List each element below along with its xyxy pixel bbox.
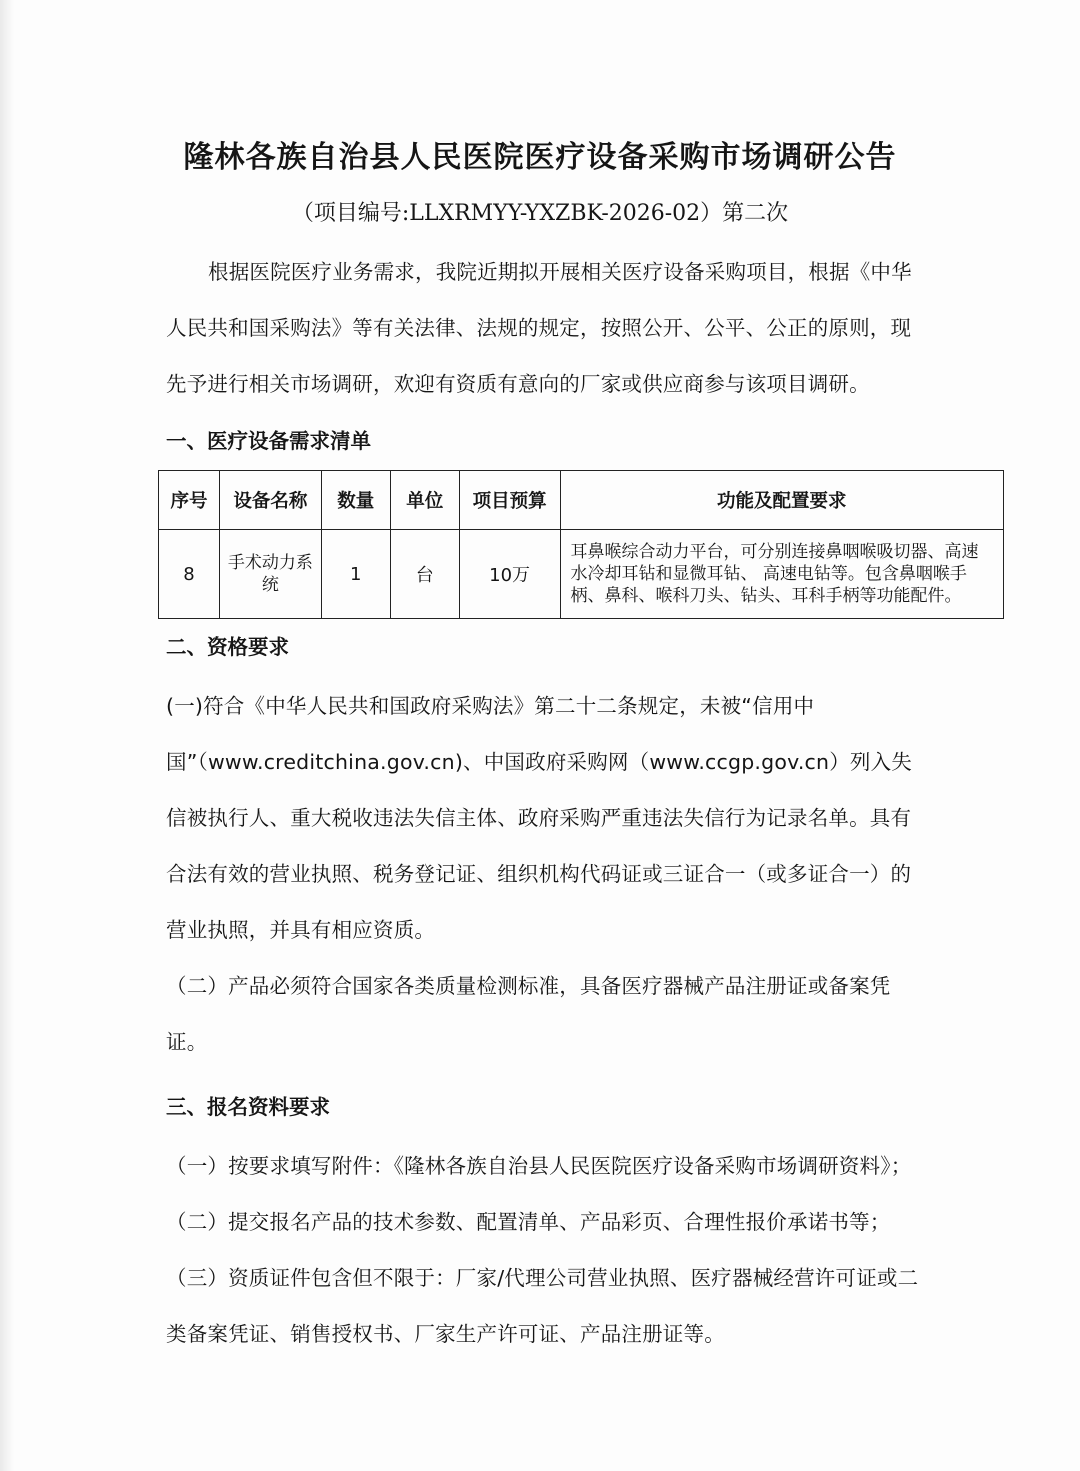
section1-heading: 一、医疗设备需求清单 <box>166 429 371 453</box>
section2-item1: (一)符合《中华人民共和国政府采购法》第二十二条规定，未被“信用中国”（www.creditchina.gov.cn)、中国政府采购网（www.ccgp.gov.cn）列入失信被执行人、重大税收违法失信主体、政府采购严重违法失信行为记录名单。具有合法有效的营业执照、税务登记证、组织机构代码证或三证合一（或多证合一）的营业执照，并具有相应资质。 <box>166 694 913 942</box>
cell-requirements: 耳鼻喉综合动力平台，可分别连接鼻咽喉吸切器、高速水冷却耳钻和显微耳钻、 高速电钻等。包含鼻咽喉手柄、鼻科、喉科刀头、钻头、耳科手柄等功能配件。 <box>560 530 1003 619</box>
section2-heading: 二、资格要求 <box>166 635 289 659</box>
section3-heading: 三、报名资料要求 <box>166 1095 330 1119</box>
section2-body <box>166 678 926 1070</box>
cell-qty: 1 <box>321 530 390 619</box>
header-cell: 单位 <box>390 471 459 530</box>
cell-unit: 台 <box>390 530 459 619</box>
section2-item2: （二）产品必须符合国家各类质量检测标准，具备医疗器械产品注册证或备案凭证。 <box>166 974 891 1054</box>
requirements-table <box>158 470 1004 619</box>
cell-no: 8 <box>159 530 220 619</box>
intro-paragraph <box>166 244 926 412</box>
document-subtitle: （项目编号:LLXRMYY-YXZBK-2026-02）第二次 <box>291 201 789 226</box>
header-cell: 项目预算 <box>459 471 560 530</box>
table-row <box>159 530 1004 619</box>
intro-text: 根据医院医疗业务需求，我院近期拟开展相关医疗设备采购项目，根据《中华人民共和国采购法》等有关法律、法规的规定，按照公开、公平、公正的原则，现先予进行相关市场调研，欢迎有资质有意向的厂家或供应商参与该项目调研。 <box>166 260 912 396</box>
header-cell: 功能及配置要求 <box>560 471 1003 530</box>
section3-item3: （三）资质证件包含但不限于：厂家/代理公司营业执照、医疗器械经营许可证或二类备案凭证、销售授权书、厂家生产许可证、产品注册证等。 <box>166 1266 919 1346</box>
cell-name: 手术动力系统 <box>219 530 321 619</box>
section3-item2: （二）提交报名产品的技术参数、配置清单、产品彩页、合理性报价承诺书等； <box>166 1210 891 1234</box>
header-cell: 设备名称 <box>219 471 321 530</box>
cell-budget: 10万 <box>459 530 560 619</box>
section3-item1: （一）按要求填写附件：《隆林各族自治县人民医院医疗设备采购市场调研资料》； <box>166 1154 912 1178</box>
document-title: 隆林各族自治县人民医院医疗设备采购市场调研公告 <box>183 140 897 175</box>
section3-body <box>166 1138 926 1362</box>
header-cell: 序号 <box>159 471 220 530</box>
table-header-row <box>159 471 1004 530</box>
header-cell: 数量 <box>321 471 390 530</box>
